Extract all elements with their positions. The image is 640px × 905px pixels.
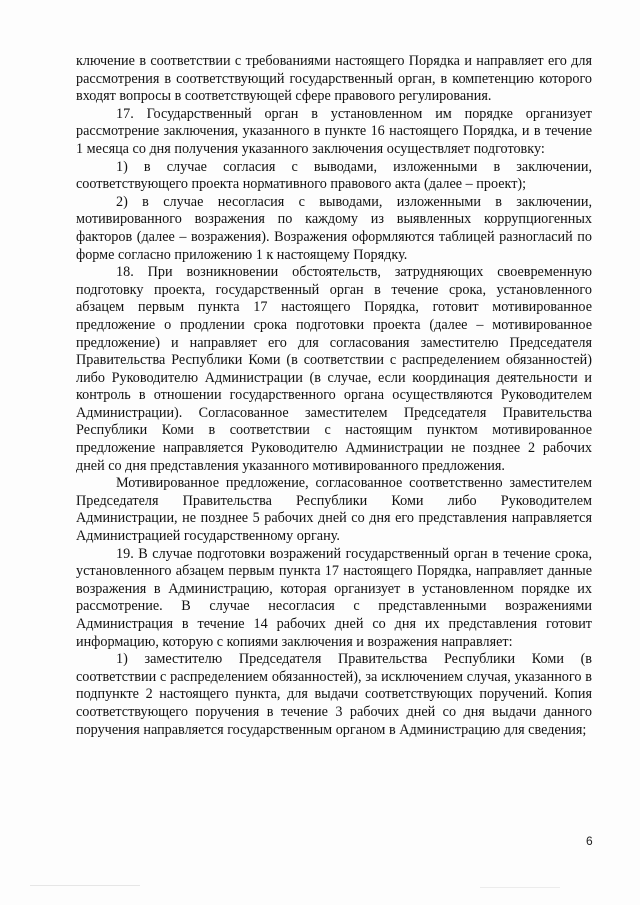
paragraph-19: 19. В случае подготовки возражений государственный орган в течение срока, установленного абзацем первым пункта 17 настоящего Порядка, направляет данные возражения в Администрацию, которая организует в установленном порядке их рассмотрение. В случае несогласия с представленными возражениями Администрация в течение 14 рабочих дней со дня их представления готовит информацию, которую с копиями заключения и возражения направляет:	[76, 545, 592, 650]
document-body	[76, 53, 592, 739]
scan-artifact-line	[30, 885, 140, 886]
paragraph-19-item-1: 1) заместителю Председателя Правительства Республики Коми (в соответствии с распределением обязанностей), за исключением случая, указанного в подпункте 2 настоящего пункта, для выдачи соответствующих поручений. Копия соответствующего поручения в течение 3 рабочих дней со дня выдачи данного поручения направляется государственным органом в Администрацию для сведения;	[76, 651, 592, 738]
paragraph-17: 17. Государственный орган в установленном им порядке организует рассмотрение заключения, указанного в пункте 16 настоящего Порядка, и в течение 1 месяца со дня получения указанного заключения осуществляет подготовку:	[76, 105, 592, 157]
page-number: 6	[586, 834, 593, 848]
paragraph-18: 18. При возникновении обстоятельств, затрудняющих своевременную подготовку проекта, государственный орган в течение срока, установленного абзацем первым пункта 17 настоящего Порядка, готовит мотивированное предложение о продлении срока подготовки проекта (далее – мотивированное предложение) и направляет его для согласования заместителю Председателя Правительства Республики Коми (в соответствии с распределением обязанностей) либо Руководителю Администрации (в случае, если координация деятельности и контроль в отношении государственного органа осуществляются Руководителем Администрации). Согласованное заместителем Председателя Правительства Республики Коми в соответствии с настоящим пунктом мотивированное предложение направляется Руководителю Администрации не позднее 2 рабочих дней со дня представления указанного мотивированного предложения.	[76, 264, 592, 474]
paragraph-18-second: Мотивированное предложение, согласованное соответственно заместителем Председателя Правительства Республики Коми либо Руководителем Администрации, не позднее 5 рабочих дней со дня его представления направляется Администрацией государственному органу.	[76, 475, 592, 545]
paragraph-17-item-2: 2) в случае несогласия с выводами, изложенными в заключении, мотивированного возражения по каждому из выявленных коррупциогенных факторов (далее – возражения). Возражения оформляются таблицей разногласий по форме согласно приложению 1 к настоящему Порядку.	[76, 193, 592, 263]
scan-artifact-line	[480, 887, 560, 888]
paragraph-16-continuation: ключение в соответствии с требованиями настоящего Порядка и направляет его для рассмотрения в соответствующий государственный орган, в компетенцию которого входят вопросы в соответствующей сфере правового регулирования.	[76, 53, 592, 105]
paragraph-17-item-1: 1) в случае согласия с выводами, изложенными в заключении, соответствующего проекта нормативного правового акта (далее – проект);	[76, 158, 592, 193]
